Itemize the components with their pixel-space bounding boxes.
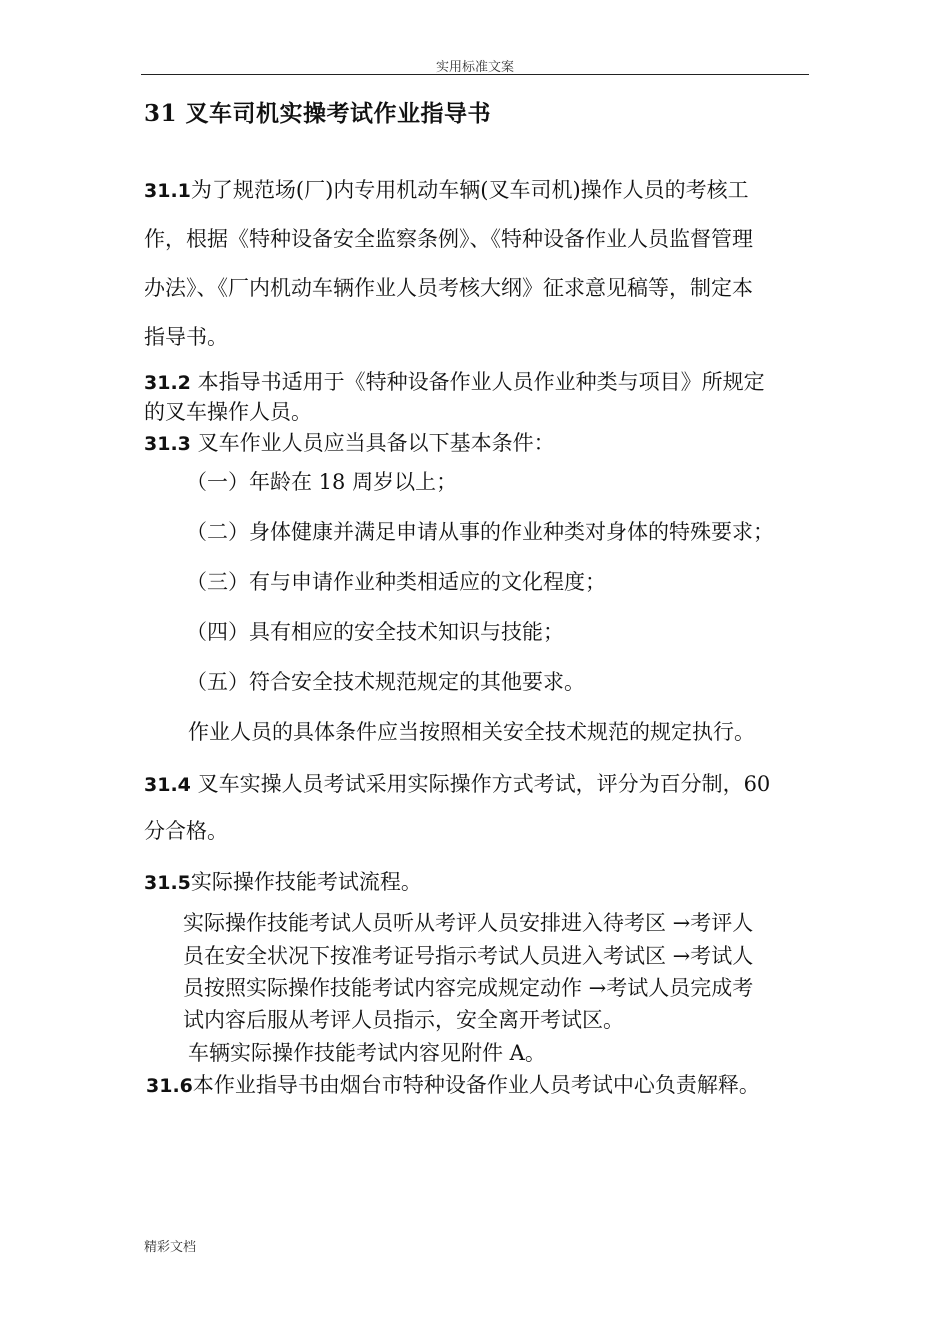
page-header [141, 52, 809, 75]
section-number: 31.2 [144, 372, 191, 394]
section-number: 31.1 [144, 180, 191, 202]
condition-note: 作业人员的具体条件应当按照相关安全技术规范的规定执行。 [188, 720, 755, 744]
section-31-2-line-1 [144, 366, 765, 396]
section-31-4-line-1 [144, 768, 770, 798]
section-31-6-line-1 [146, 1069, 760, 1099]
flow-line: 试内容后服从考评人员指示，安全离开考试区。 [183, 1008, 624, 1032]
section-text: 为了规范场(厂)内专用机动车辆(叉车司机)操作人员的考核工 [190, 178, 749, 202]
section-31-1-line-2: 作，根据《特种设备安全监察条例》、《特种设备作业人员监督管理 [144, 227, 753, 251]
condition-item: （二）身体健康并满足申请从事的作业种类对身体的特殊要求； [186, 520, 774, 544]
section-31-3-line-1 [144, 427, 555, 457]
appendix-note: 车辆实际操作技能考试内容见附件 A。 [188, 1041, 546, 1065]
condition-item: （五）符合安全技术规范规定的其他要求。 [186, 670, 585, 694]
section-number: 31.4 [144, 774, 191, 796]
section-number: 31.5 [144, 872, 191, 894]
section-text: 叉车实操人员考试采用实际操作方式考试，评分为百分制，60 [190, 772, 771, 796]
condition-item: （三）有与申请作业种类相适应的文化程度； [186, 570, 606, 594]
section-31-1-line-3: 办法》、《厂内机动车辆作业人员考核大纲》征求意见稿等，制定本 [144, 276, 753, 300]
page-footer: 精彩文档 [144, 1240, 197, 1255]
section-31-1-line-4: 指导书。 [144, 325, 228, 349]
section-31-5-line-1 [144, 866, 422, 896]
section-text: 叉车作业人员应当具备以下基本条件： [190, 431, 555, 455]
flow-line: 实际操作技能考试人员听从考评人员安排进入待考区 →考评人 [183, 911, 754, 935]
flow-line: 员按照实际操作技能考试内容完成规定动作 →考试人员完成考 [183, 976, 754, 1000]
document-title: 31 叉车司机实操考试作业指导书 [144, 100, 492, 127]
section-31-2-line-2: 的叉车操作人员。 [144, 400, 312, 424]
condition-item: （一）年龄在 18 周岁以上； [186, 470, 458, 494]
section-text: 实际操作技能考试流程。 [190, 870, 422, 894]
section-number: 31.6 [146, 1075, 193, 1097]
flow-line: 员在安全状况下按准考证号指示考试人员进入考试区 →考试人 [183, 944, 754, 968]
section-text: 本指导书适用于《特种设备作业人员作业种类与项目》所规定 [190, 370, 765, 394]
header-text: 实用标准文案 [435, 60, 514, 75]
condition-item: （四）具有相应的安全技术知识与技能； [186, 620, 564, 644]
section-31-4-line-2: 分合格。 [144, 819, 228, 843]
section-31-1-line-1 [144, 174, 749, 204]
section-number: 31.3 [144, 433, 191, 455]
section-text: 本作业指导书由烟台市特种设备作业人员考试中心负责解释。 [192, 1073, 760, 1097]
